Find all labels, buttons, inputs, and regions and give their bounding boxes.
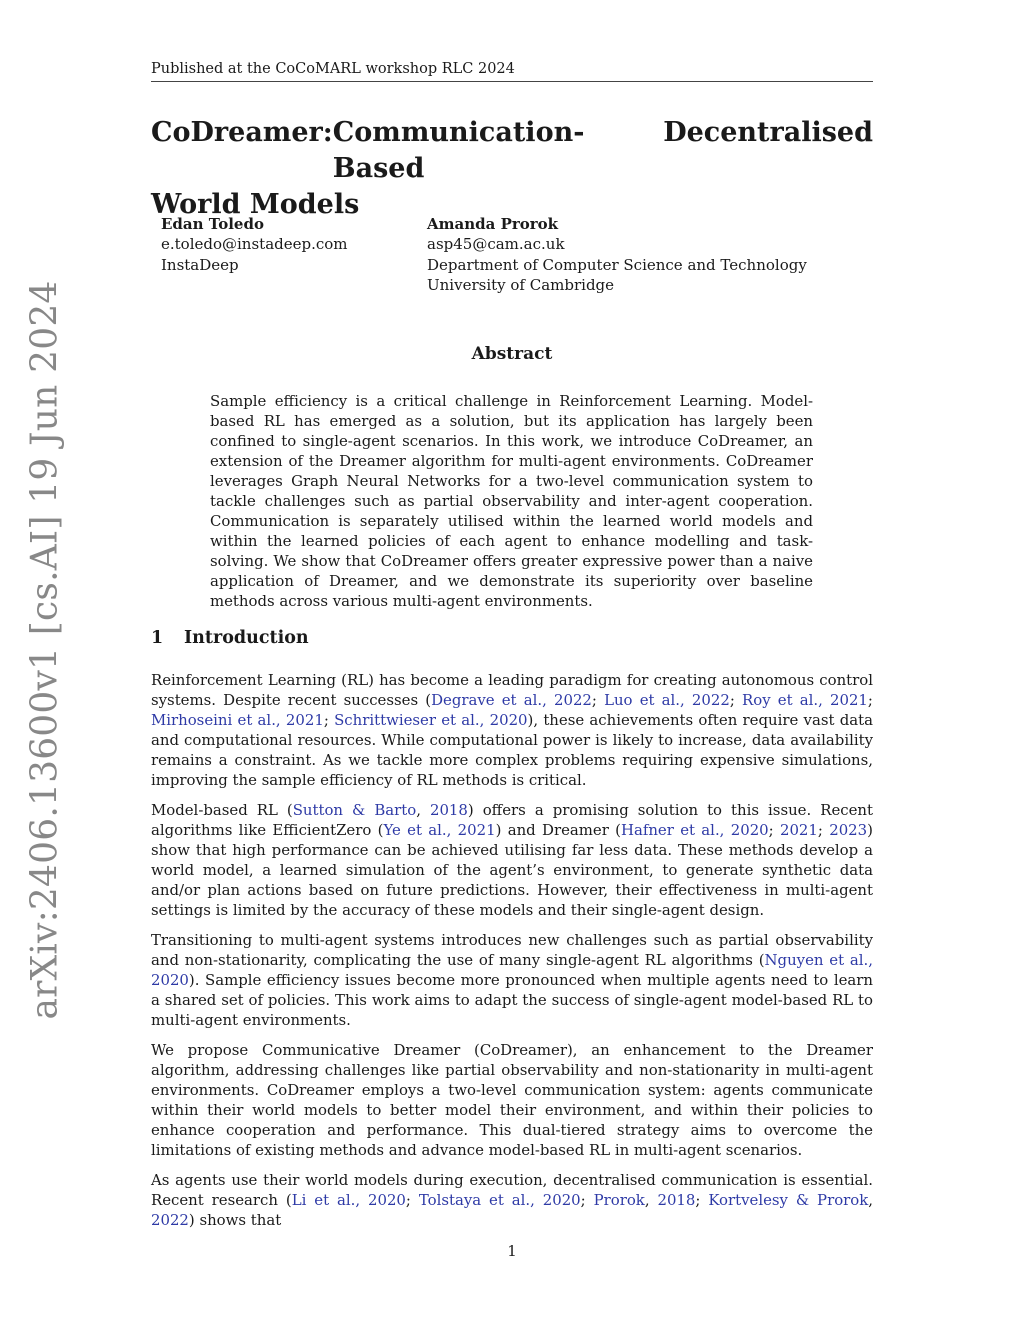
citation-link[interactable]: Tolstaya et al., 2020	[418, 1191, 581, 1209]
citation-link[interactable]: Prorok	[593, 1191, 645, 1209]
paragraph-text: ) shows that	[188, 1211, 282, 1229]
section-title: Introduction	[184, 628, 309, 648]
citation-link[interactable]: Kortvelesy & Prorok	[708, 1191, 869, 1209]
author-name: Edan Toledo	[161, 215, 264, 233]
paragraph-text: ) show that high performance can be achieved utilising far less data. These methods develop a world model, a learned simulation of the agent’s environment, to generate synthetic data and/or plan actions based on future predictions. However, their effectiveness in multi-agent settings is limited by the accuracy of these models and their single-agent design.	[151, 821, 873, 919]
citation-link[interactable]: Hafner et al., 2020	[620, 821, 769, 839]
paragraph-text: Model-based RL (	[151, 801, 293, 819]
arxiv-identifier: arXiv:2406.13600v1 [cs.AI] 19 Jun 2024	[24, 280, 66, 1020]
paragraph-text: ;	[817, 821, 830, 839]
author-affiliation: Department of Computer Science and Technology	[427, 255, 807, 274]
citation-link[interactable]: 2023	[829, 821, 868, 839]
intro-paragraph	[151, 1040, 873, 1160]
section-number: 1	[151, 628, 164, 648]
running-header: Published at the CoCoMARL workshop RLC 2024	[151, 60, 873, 82]
intro-paragraph	[151, 670, 873, 790]
author-email[interactable]: asp45@cam.ac.uk	[427, 235, 565, 254]
citation-link[interactable]: 2018	[429, 801, 468, 819]
title-word: Communication-Based	[332, 117, 585, 184]
citation-link[interactable]: Ye et al., 2021	[383, 821, 496, 839]
author-block-2	[427, 214, 807, 295]
citation-link[interactable]: Nguyen et al., 2020	[151, 951, 873, 989]
title-line-2: World Models	[151, 189, 360, 220]
intro-paragraph	[151, 930, 873, 1030]
intro-paragraph	[151, 1170, 873, 1230]
author-email[interactable]: e.toledo@instadeep.com	[161, 235, 348, 254]
paragraph-text: ;	[768, 821, 780, 839]
paragraph-text: ). Sample efficiency issues become more pronounced when multiple agents need to learn a shared set of policies. This work aims to adapt the success of single-agent model-based RL to multi-agent environments.	[151, 971, 873, 1029]
author-affiliation: University of Cambridge	[427, 275, 615, 294]
paragraph-text: ;	[695, 1191, 709, 1209]
citation-link[interactable]: 2022	[151, 1211, 189, 1229]
author-affiliation: InstaDeep	[161, 255, 239, 274]
paragraph-text: ;	[405, 1191, 419, 1209]
citation-link[interactable]: Li et al., 2020	[291, 1191, 406, 1209]
citation-link[interactable]: 2018	[657, 1191, 696, 1209]
section-heading	[151, 628, 309, 648]
citation-link[interactable]: 2021	[779, 821, 818, 839]
citation-link[interactable]: Schrittwieser et al., 2020	[334, 711, 528, 729]
citation-link[interactable]: Luo et al., 2022	[604, 691, 730, 709]
paragraph-text: ,	[416, 801, 430, 819]
intro-paragraph	[151, 800, 873, 920]
author-name: Amanda Prorok	[427, 215, 559, 233]
abstract-heading: Abstract	[471, 344, 553, 364]
paragraph-text: ,	[868, 1191, 873, 1209]
paragraph-text: ;	[580, 1191, 594, 1209]
abstract-text: Sample efficiency is a critical challenge in Reinforcement Learning. Model-based RL has emerged as a solution, but its application has largely been confined to single-agent scenarios. In this work, we introduce CoDreamer, an extension of the Dreamer algorithm for multi-agent environments. CoDreamer leverages Graph Neural Networks for a two-level communication system to tackle challenges such as partial observability and inter-agent cooperation. Communication is separately utilised within the learned world models and within the learned policies of each agent to enhance modelling and task-solving. We show that CoDreamer offers greater expressive power than a naive application of Dreamer, and we demonstrate its superiority over baseline methods across various multi-agent environments.	[210, 392, 813, 610]
paragraph-text: ;	[729, 691, 743, 709]
paragraph-text: ), these achievements often require vast data and computational resources. While computational power is likely to increase, data availability remains a constraint. As we tackle more complex problems requiring expensive simulations, improving the sample efficiency of RL methods is critical.	[151, 711, 873, 789]
title-word: Decentralised	[663, 117, 873, 148]
paragraph-text: ) and Dreamer (	[495, 821, 621, 839]
title-word: CoDreamer:	[151, 117, 333, 148]
paragraph-text: As agents use their world models during execution, decentralised communication is essential. Recent research (	[151, 1171, 873, 1209]
paper-title	[151, 115, 873, 223]
paragraph-text: Transitioning to multi-agent systems introduces new challenges such as partial observability and non-stationarity, complicating the use of many single-agent RL algorithms (	[151, 931, 873, 969]
paragraph-text: We propose Communicative Dreamer (CoDreamer), an enhancement to the Dreamer algorithm, addressing challenges like partial observability and non-stationarity in multi-agent environments. CoDreamer employs a two-level communication system: agents communicate within their world models to better model their environment, and within their policies to enhance cooperation and performance. This dual-tiered strategy aims to overcome the limitations of existing methods and advance model-based RL in multi-agent scenarios.	[151, 1041, 873, 1159]
paragraph-text: ;	[323, 711, 335, 729]
paragraph-text: ) offers a promising solution to this issue. Recent algorithms like EfficientZero (	[151, 801, 873, 839]
paragraph-text: ;	[867, 691, 873, 709]
paragraph-text: ;	[591, 691, 605, 709]
author-block-1	[161, 214, 348, 275]
title-line-1	[151, 115, 873, 187]
citation-link[interactable]: Sutton & Barto	[292, 801, 417, 819]
page-number: 1	[507, 1242, 517, 1260]
citation-link[interactable]: Degrave et al., 2022	[431, 691, 592, 709]
citation-link[interactable]: Roy et al., 2021	[742, 691, 868, 709]
citation-link[interactable]: Mirhoseini et al., 2021	[151, 711, 324, 729]
paragraph-text: ,	[644, 1191, 658, 1209]
paragraph-text: Reinforcement Learning (RL) has become a leading paradigm for creating autonomous control systems. Despite recent successes (	[151, 671, 873, 709]
